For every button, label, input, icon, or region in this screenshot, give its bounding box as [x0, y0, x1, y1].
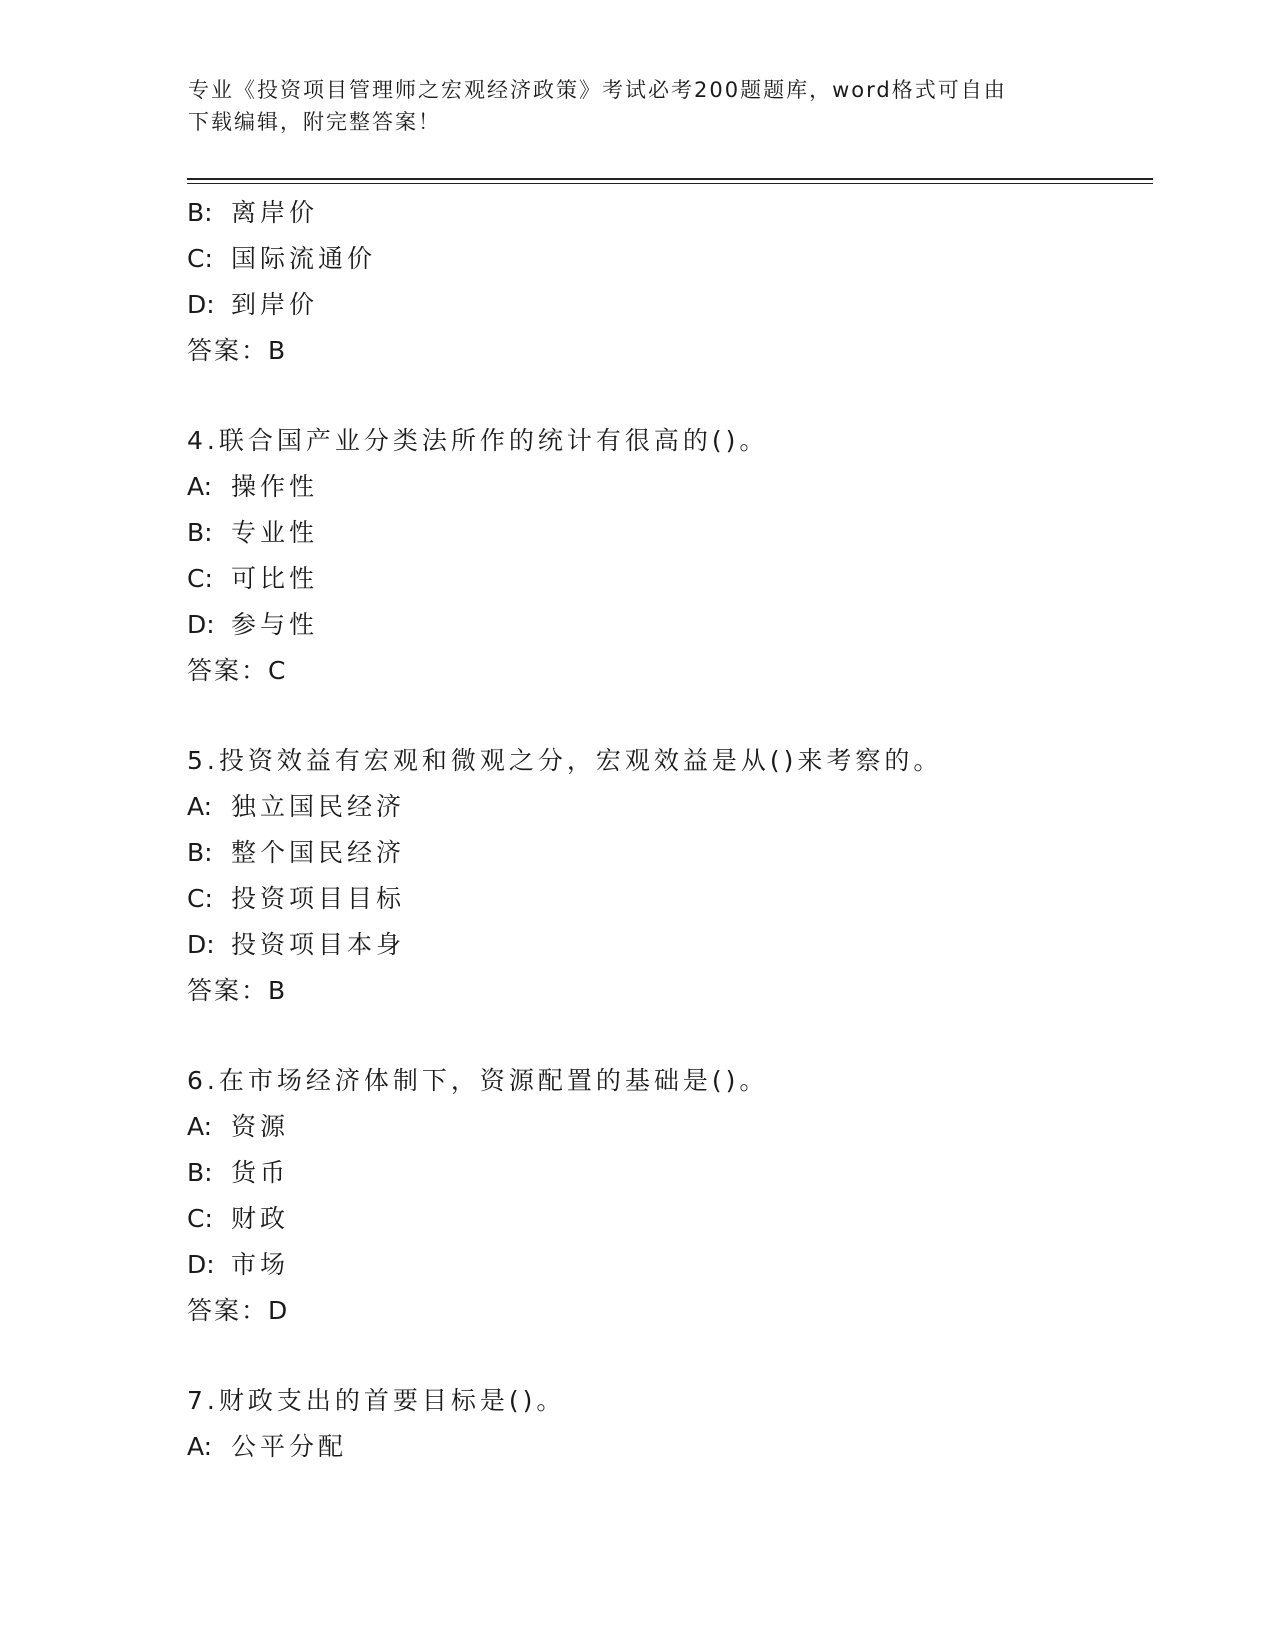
- spacer: [187, 1334, 1153, 1378]
- answer-line: 答案：D: [187, 1296, 290, 1325]
- option-key: B:: [187, 838, 213, 867]
- option-a: [187, 784, 1153, 830]
- question-continued: [187, 190, 1153, 374]
- option-text: 投资项目目标: [231, 884, 406, 913]
- option-c: [187, 1196, 1153, 1242]
- option-text: 市场: [231, 1250, 290, 1279]
- option-d: [187, 282, 1153, 328]
- question-6: [187, 1058, 1153, 1334]
- option-a: [187, 1424, 1153, 1470]
- option-key: C:: [187, 564, 213, 593]
- question-stem: 6.在市场经济体制下，资源配置的基础是()。: [187, 1066, 769, 1095]
- option-b: [187, 830, 1153, 876]
- option-c: [187, 236, 1153, 282]
- option-text: 独立国民经济: [231, 792, 406, 821]
- option-key: D:: [187, 930, 215, 959]
- option-c: [187, 556, 1153, 602]
- option-d: [187, 922, 1153, 968]
- option-b: [187, 190, 1153, 236]
- question-4: [187, 418, 1153, 694]
- option-key: D:: [187, 610, 215, 639]
- answer-line: 答案：C: [187, 656, 288, 685]
- option-text: 投资项目本身: [231, 930, 406, 959]
- option-text: 到岸价: [231, 290, 319, 319]
- option-text: 国际流通价: [231, 244, 377, 273]
- answer-line: 答案：B: [187, 336, 288, 365]
- option-text: 操作性: [231, 472, 319, 501]
- document-header: [188, 74, 1088, 138]
- option-text: 整个国民经济: [231, 838, 406, 867]
- option-key: D:: [187, 290, 215, 319]
- option-key: C:: [187, 884, 213, 913]
- option-text: 离岸价: [231, 198, 319, 227]
- option-c: [187, 876, 1153, 922]
- option-text: 资源: [231, 1112, 290, 1141]
- spacer: [187, 694, 1153, 738]
- option-b: [187, 510, 1153, 556]
- option-key: B:: [187, 1158, 213, 1187]
- option-key: A:: [187, 792, 213, 821]
- option-text: 财政: [231, 1204, 290, 1233]
- option-text: 专业性: [231, 518, 319, 547]
- option-d: [187, 1242, 1153, 1288]
- header-line-1: 专业《投资项目管理师之宏观经济政策》考试必考200题题库，word格式可自由: [188, 78, 1007, 102]
- option-key: B:: [187, 198, 213, 227]
- question-stem: 4.联合国产业分类法所作的统计有很高的()。: [187, 426, 769, 455]
- option-d: [187, 602, 1153, 648]
- question-7: [187, 1378, 1153, 1470]
- question-stem: 7.财政支出的首要目标是()。: [187, 1386, 566, 1415]
- spacer: [187, 374, 1153, 418]
- header-line-2: 下载编辑，附完整答案！: [188, 110, 441, 134]
- option-text: 可比性: [231, 564, 319, 593]
- option-key: C:: [187, 1204, 213, 1233]
- option-key: A:: [187, 472, 213, 501]
- answer-line: 答案：B: [187, 976, 288, 1005]
- option-key: B:: [187, 518, 213, 547]
- option-b: [187, 1150, 1153, 1196]
- option-key: C:: [187, 244, 213, 273]
- option-a: [187, 464, 1153, 510]
- option-key: A:: [187, 1112, 213, 1141]
- question-stem: 5.投资效益有宏观和微观之分，宏观效益是从()来考察的。: [187, 746, 943, 775]
- spacer: [187, 1014, 1153, 1058]
- question-list: [187, 190, 1153, 1470]
- option-a: [187, 1104, 1153, 1150]
- option-key: D:: [187, 1250, 215, 1279]
- option-text: 公平分配: [231, 1432, 348, 1461]
- option-text: 货币: [231, 1158, 290, 1187]
- option-key: A:: [187, 1432, 213, 1461]
- header-divider: [187, 178, 1153, 184]
- option-text: 参与性: [231, 610, 319, 639]
- question-5: [187, 738, 1153, 1014]
